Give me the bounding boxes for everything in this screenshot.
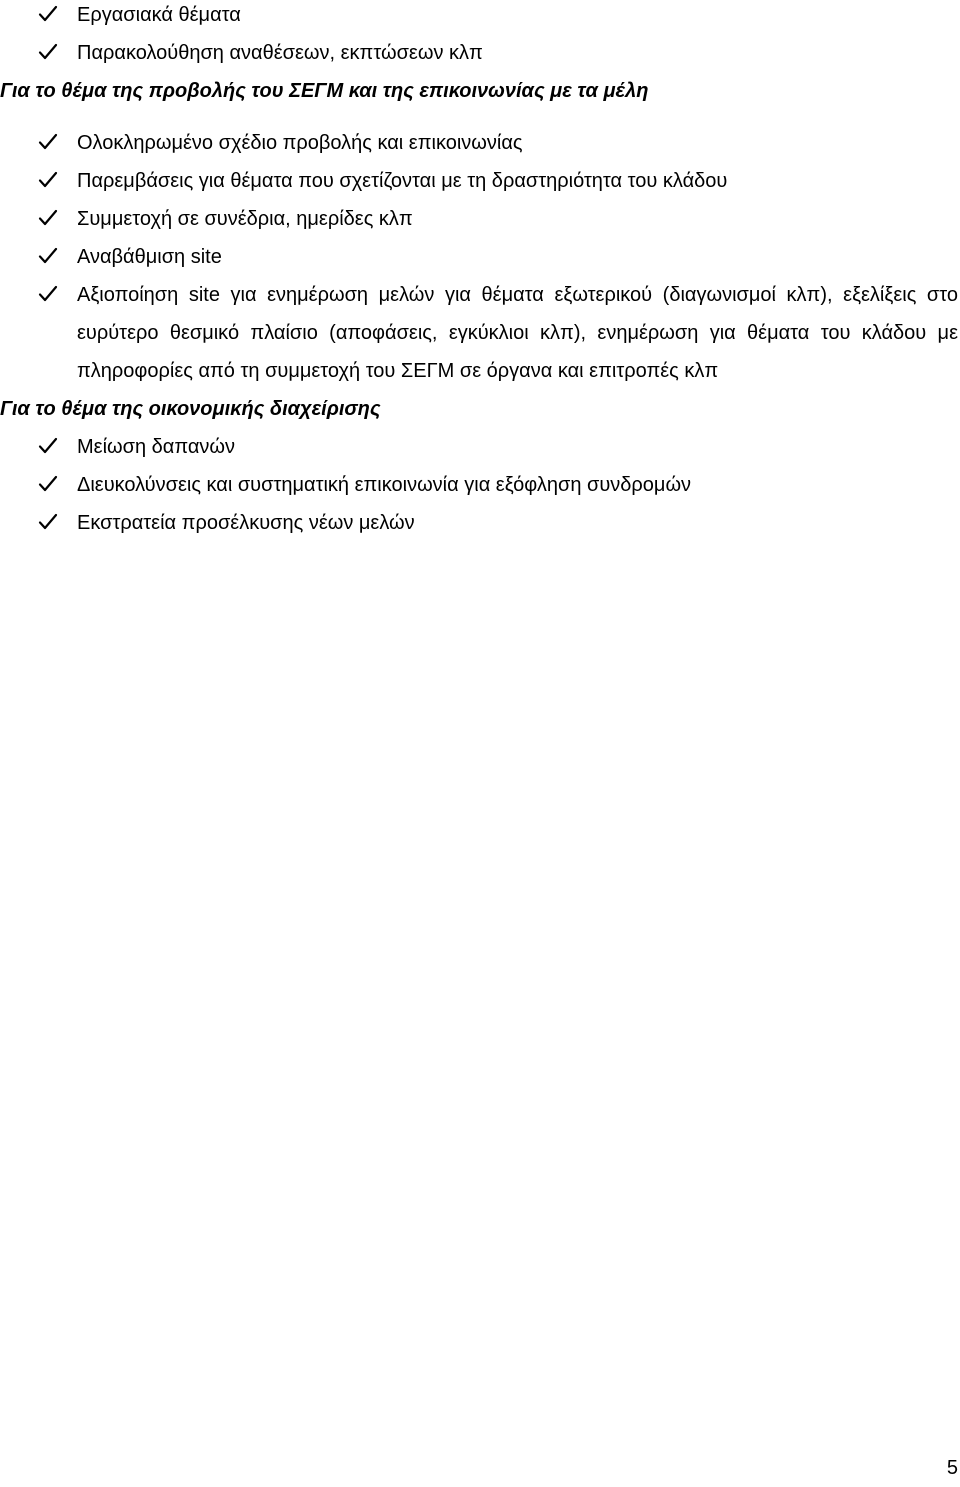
- checkmark-icon: [38, 285, 58, 303]
- list-item-text: Ολοκληρωμένο σχέδιο προβολής και επικοινωνίας: [77, 132, 523, 154]
- list-item-text: Παρεμβάσεις για θέματα που σχετίζονται με τη δραστηριότητα του κλάδου: [77, 170, 728, 192]
- checkmark-icon: [38, 171, 58, 189]
- document-content: [0, 0, 958, 542]
- checkmark-icon: [38, 43, 58, 61]
- list-item-text: Συμμετοχή σε συνέδρια, ημερίδες κλπ: [77, 208, 413, 230]
- list-item: [0, 34, 958, 72]
- section-work-issues: [0, 0, 958, 72]
- section-financial: [0, 390, 958, 542]
- list-item: [0, 200, 958, 238]
- checkmark-icon: [38, 247, 58, 265]
- list-item: [0, 124, 958, 162]
- checkmark-icon: [38, 475, 58, 493]
- list-item: [0, 0, 958, 34]
- list-item-text: Εργασιακά θέματα: [77, 4, 241, 26]
- list-item-text: Αναβάθμιση site: [77, 246, 222, 268]
- checkmark-icon: [38, 513, 58, 531]
- list-item-text: Εκστρατεία προσέλκυσης νέων μελών: [77, 512, 415, 534]
- list-item-text: Αξιοποίηση site για ενημέρωση μελών για θέματα εξωτερικού (διαγωνισμοί κλπ), εξελίξεις στο ευρύτερο θεσμικό πλαίσιο (αποφάσεις, εγκύκλιοι κλπ), ενημέρωση για θέματα του κλάδου με πληροφορίες από τη συμμετοχή του ΣΕΓΜ σε όργανα και επιτροπές κλπ: [77, 284, 958, 382]
- checkmark-icon: [38, 5, 58, 23]
- list-item: [0, 276, 958, 390]
- section-promotion: [0, 72, 958, 390]
- list-item-text: Διευκολύνσεις και συστηματική επικοινωνία για εξόφληση συνδρομών: [77, 474, 692, 496]
- checkmark-icon: [38, 133, 58, 151]
- checkmark-icon: [38, 209, 58, 227]
- section-heading: Για το θέμα της οικονομικής διαχείρισης: [0, 398, 381, 420]
- list-item: [0, 466, 958, 504]
- list-item: [0, 238, 958, 276]
- list-item-text: Παρακολούθηση αναθέσεων, εκπτώσεων κλπ: [77, 42, 483, 64]
- list-item-text: Μείωση δαπανών: [77, 436, 236, 458]
- section-heading: Για το θέμα της προβολής του ΣΕΓΜ και της επικοινωνίας με τα μέλη: [0, 80, 649, 102]
- list-item: [0, 504, 958, 542]
- list-item: [0, 162, 958, 200]
- page-number: 5: [946, 1457, 958, 1479]
- checkmark-icon: [38, 437, 58, 455]
- list-item: [0, 428, 958, 466]
